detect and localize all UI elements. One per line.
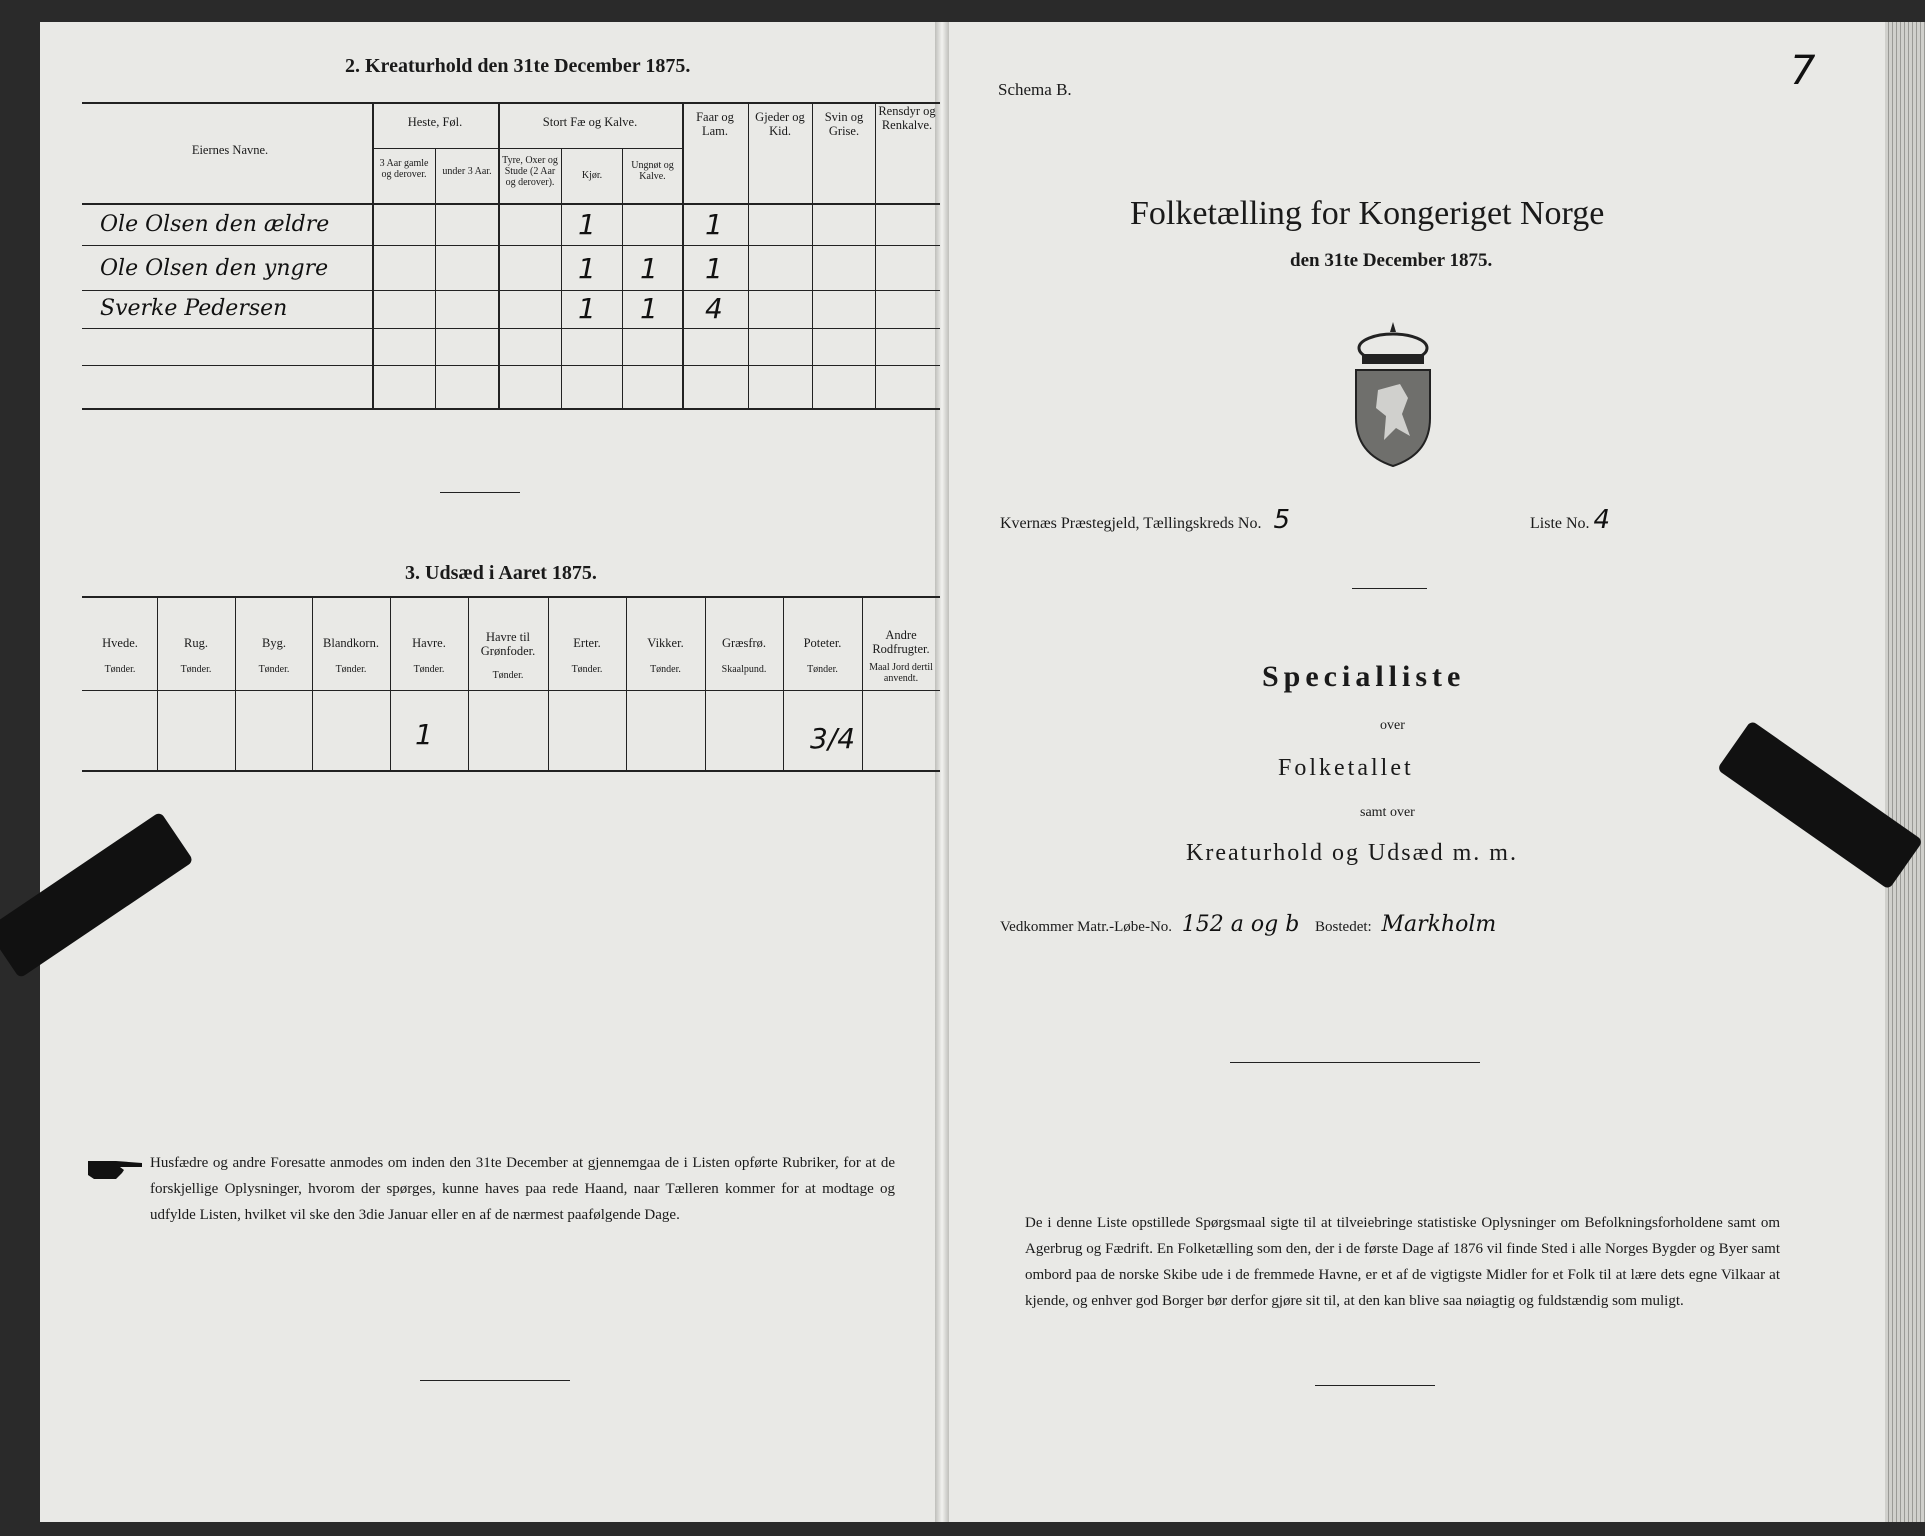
schema-label: Schema B. <box>998 80 1072 99</box>
main-title: Folketælling for Kongeriget Norge <box>1130 195 1605 232</box>
stort-sub-kjor: Kjør. <box>581 170 603 181</box>
left-page <box>40 22 940 1522</box>
bostedet-prefix: Bostedet: <box>1315 919 1372 935</box>
seed-col-rug: Rug. <box>184 636 208 650</box>
kjor-value: 1 <box>578 292 596 325</box>
liste-prefix: Liste No. <box>1530 515 1590 532</box>
pointing-hand-icon <box>86 1153 144 1183</box>
seed-unit: Maal Jord dertil anvendt. <box>869 662 933 684</box>
matr-prefix: Vedkommer Matr.-Løbe-No. <box>1000 919 1173 935</box>
poteter-value: 3/4 <box>810 722 856 755</box>
rensdyr-header: Rensdyr og Renkalve. <box>878 104 936 132</box>
seed-col-byg: Byg. <box>262 636 286 650</box>
seed-col-erter: Erter. <box>573 636 601 650</box>
faar-value: 1 <box>705 208 723 241</box>
seed-unit: Tønder. <box>104 664 136 675</box>
ungnot-value: 1 <box>640 292 658 325</box>
kjor-value: 1 <box>578 208 596 241</box>
ungnot-value: 1 <box>640 252 658 285</box>
divider <box>1315 1385 1435 1386</box>
seed-col-blandkorn: Blandkorn. <box>323 636 379 650</box>
divider <box>420 1380 570 1381</box>
page-edges <box>1885 22 1925 1522</box>
notice-text: Husfædre og andre Foresatte anmodes om inden den 31te December at gjennemgaa de i Listen opførte Rubriker, for at de forskjellige Oplysninger, hvorom der spørges, kunne haves paa rede Haand, naar Tælleren kommer for at modtage og udfylde Listen, hvilket vil ske den 3die Januar eller en af de nærmest paafølgende Dage. <box>150 1155 895 1223</box>
seed-unit: Tønder. <box>650 664 681 675</box>
specialliste-title: Specialliste <box>1262 660 1466 693</box>
stort-sub-ungnot: Ungnøt og Kalve. <box>631 160 674 182</box>
gjeder-header: Gjeder og Kid. <box>755 110 805 138</box>
faar-header: Faar og Lam. <box>696 110 734 138</box>
divider <box>1230 1062 1480 1063</box>
heste-sub-young: under 3 Aar. <box>442 166 492 177</box>
stort-sub-tyre: Tyre, Oxer og Stude (2 Aar og derover). <box>502 155 558 188</box>
section2-title: 2. Kreaturhold den 31te December 1875. <box>345 55 691 77</box>
coat-of-arms-icon <box>1348 318 1438 468</box>
info-text: De i denne Liste opstillede Spørgsmaal sigte til at tilveiebringe statistiske Oplysninger om Befolkningsforholdene samt om Agerbrug og Fædrift. En Folketælling som den, der i de første Dage af 1876 vil finde Sted i alle Norges Bygder og Byer samt ombord paa de norske Skibe ude i de fremmede Havne, er et af de vigtigste Midler for et Folk til at lære dets egne Vilkaar at kjende, og enhver god Borger bør derfor gjøre sit til, at den kan blive saa nøiagtig og fuldstændig som muligt. <box>1025 1215 1780 1309</box>
seed-col-havre: Havre. <box>412 636 446 650</box>
owner-name: Sverke Pedersen <box>100 296 288 321</box>
divider <box>1352 588 1427 589</box>
folketallet-text: Folketallet <box>1278 755 1414 781</box>
owner-name: Ole Olsen den ældre <box>100 212 330 237</box>
seed-unit: Tønder. <box>807 664 838 675</box>
stort-fae-header: Stort Fæ og Kalve. <box>542 115 638 129</box>
seed-col-gronfoder: Havre til Grønfoder. <box>480 630 536 658</box>
liste-line <box>1530 505 1610 535</box>
seed-col-poteter: Poteter. <box>803 636 842 650</box>
seed-unit: Tønder. <box>335 664 367 675</box>
book-gutter <box>935 22 949 1522</box>
district-number: 5 <box>1273 505 1291 535</box>
seed-col-hvede: Hvede. <box>102 636 138 650</box>
seed-unit: Tønder. <box>492 670 524 681</box>
heste-sub-old: 3 Aar gamle og derover. <box>379 158 429 180</box>
owner-name: Ole Olsen den yngre <box>100 256 329 281</box>
seed-unit: Tønder. <box>413 664 445 675</box>
kreaturhold-line: Kreaturhold og Udsæd m. m. <box>1186 840 1518 866</box>
kjor-value: 1 <box>578 252 596 285</box>
matr-line <box>1000 912 1496 937</box>
seed-unit: Tønder. <box>180 664 212 675</box>
heste-header: Heste, Føl. <box>407 115 463 129</box>
date-line: den 31te December 1875. <box>1290 250 1493 271</box>
bostedet-value: Markholm <box>1381 912 1497 937</box>
liste-number: 4 <box>1593 505 1611 535</box>
seed-col-vikker: Vikker. <box>647 636 684 650</box>
district-prefix: Kvernæs Præstegjeld, Tællingskreds No. <box>1000 515 1262 532</box>
seed-unit: Skaalpund. <box>721 664 767 675</box>
owner-header: Eiernes Navne. <box>191 143 269 157</box>
seed-unit: Tønder. <box>571 664 603 675</box>
faar-value: 4 <box>705 292 723 325</box>
samt-over-text: samt over <box>1360 805 1415 820</box>
faar-value: 1 <box>705 252 723 285</box>
seed-col-rodfrugter: Andre Rodfrugter. <box>872 628 930 656</box>
svin-header: Svin og Grise. <box>824 110 864 138</box>
district-line <box>1000 505 1290 535</box>
over-text: over <box>1380 718 1405 733</box>
matr-value: 152 a og b <box>1181 912 1300 937</box>
seed-col-graesfro: Græsfrø. <box>721 636 767 650</box>
section3-title: 3. Udsæd i Aaret 1875. <box>405 562 597 584</box>
divider <box>440 492 520 493</box>
havre-value: 1 <box>415 718 433 751</box>
seed-unit: Tønder. <box>258 664 290 675</box>
page-number: 7 <box>1790 48 1816 94</box>
